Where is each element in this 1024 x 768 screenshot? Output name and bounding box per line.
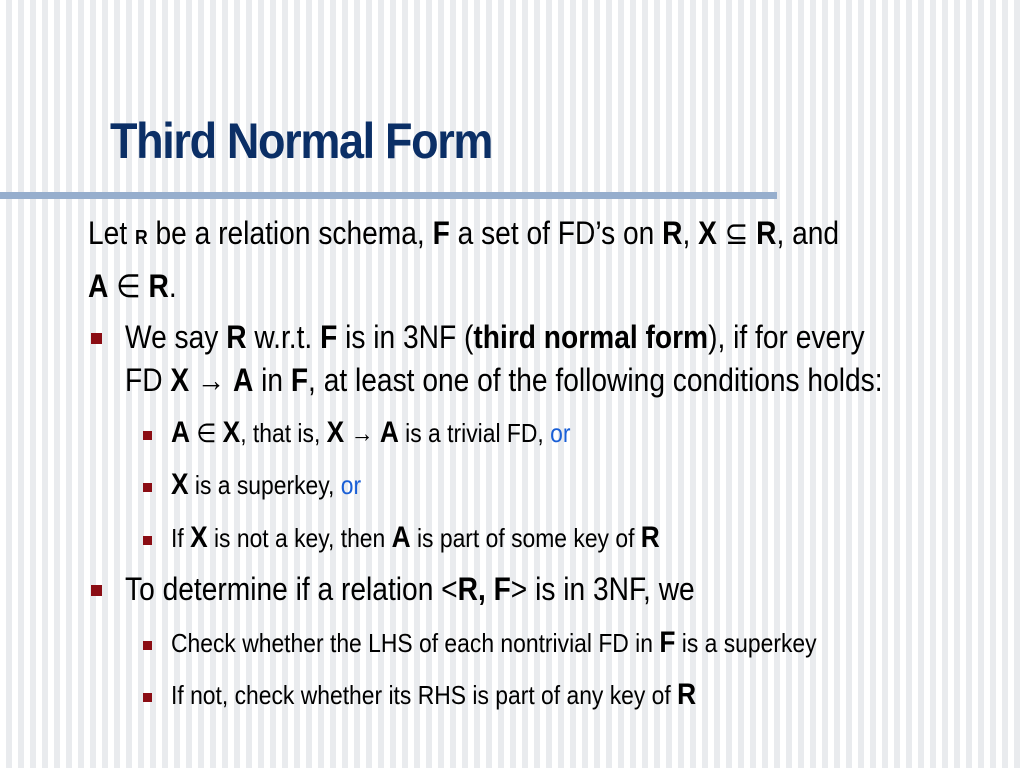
title-underline — [0, 192, 777, 199]
bullet-1-line-1: We say R w.r.t. F is in 3NF (third normal form), if for every — [125, 319, 865, 355]
slide-title: Third Normal Form — [110, 113, 493, 169]
sub-bullet-5: If not, check whether its RHS is part of any key of R — [171, 678, 697, 711]
sub-bullet-marker — [143, 536, 152, 545]
sub-bullet-2: X is a superkey, or — [171, 468, 362, 501]
intro-line-2: A ∈ R. — [88, 268, 177, 304]
sub-bullet-marker — [143, 641, 152, 650]
sub-bullet-1: A ∈ X, that is, X → A is a trivial FD, or — [171, 416, 571, 449]
sub-bullet-4: Check whether the LHS of each nontrivial FD in F is a superkey — [171, 626, 817, 659]
bullet-1-line-2: FD X → A in F, at least one of the following conditions holds: — [125, 362, 883, 398]
sub-bullet-marker — [143, 483, 152, 492]
bullet-2: To determine if a relation <R, F> is in 3NF, we — [125, 571, 695, 607]
sub-bullet-3: If X is not a key, then A is part of some key of R — [171, 521, 660, 554]
bullet-marker — [91, 333, 102, 344]
bullet-marker — [91, 585, 102, 596]
intro-line-1: Let R be a relation schema, F a set of FD’s on R, X ⊆ R, and — [88, 215, 840, 251]
sub-bullet-marker — [143, 431, 152, 440]
sub-bullet-marker — [143, 693, 152, 702]
